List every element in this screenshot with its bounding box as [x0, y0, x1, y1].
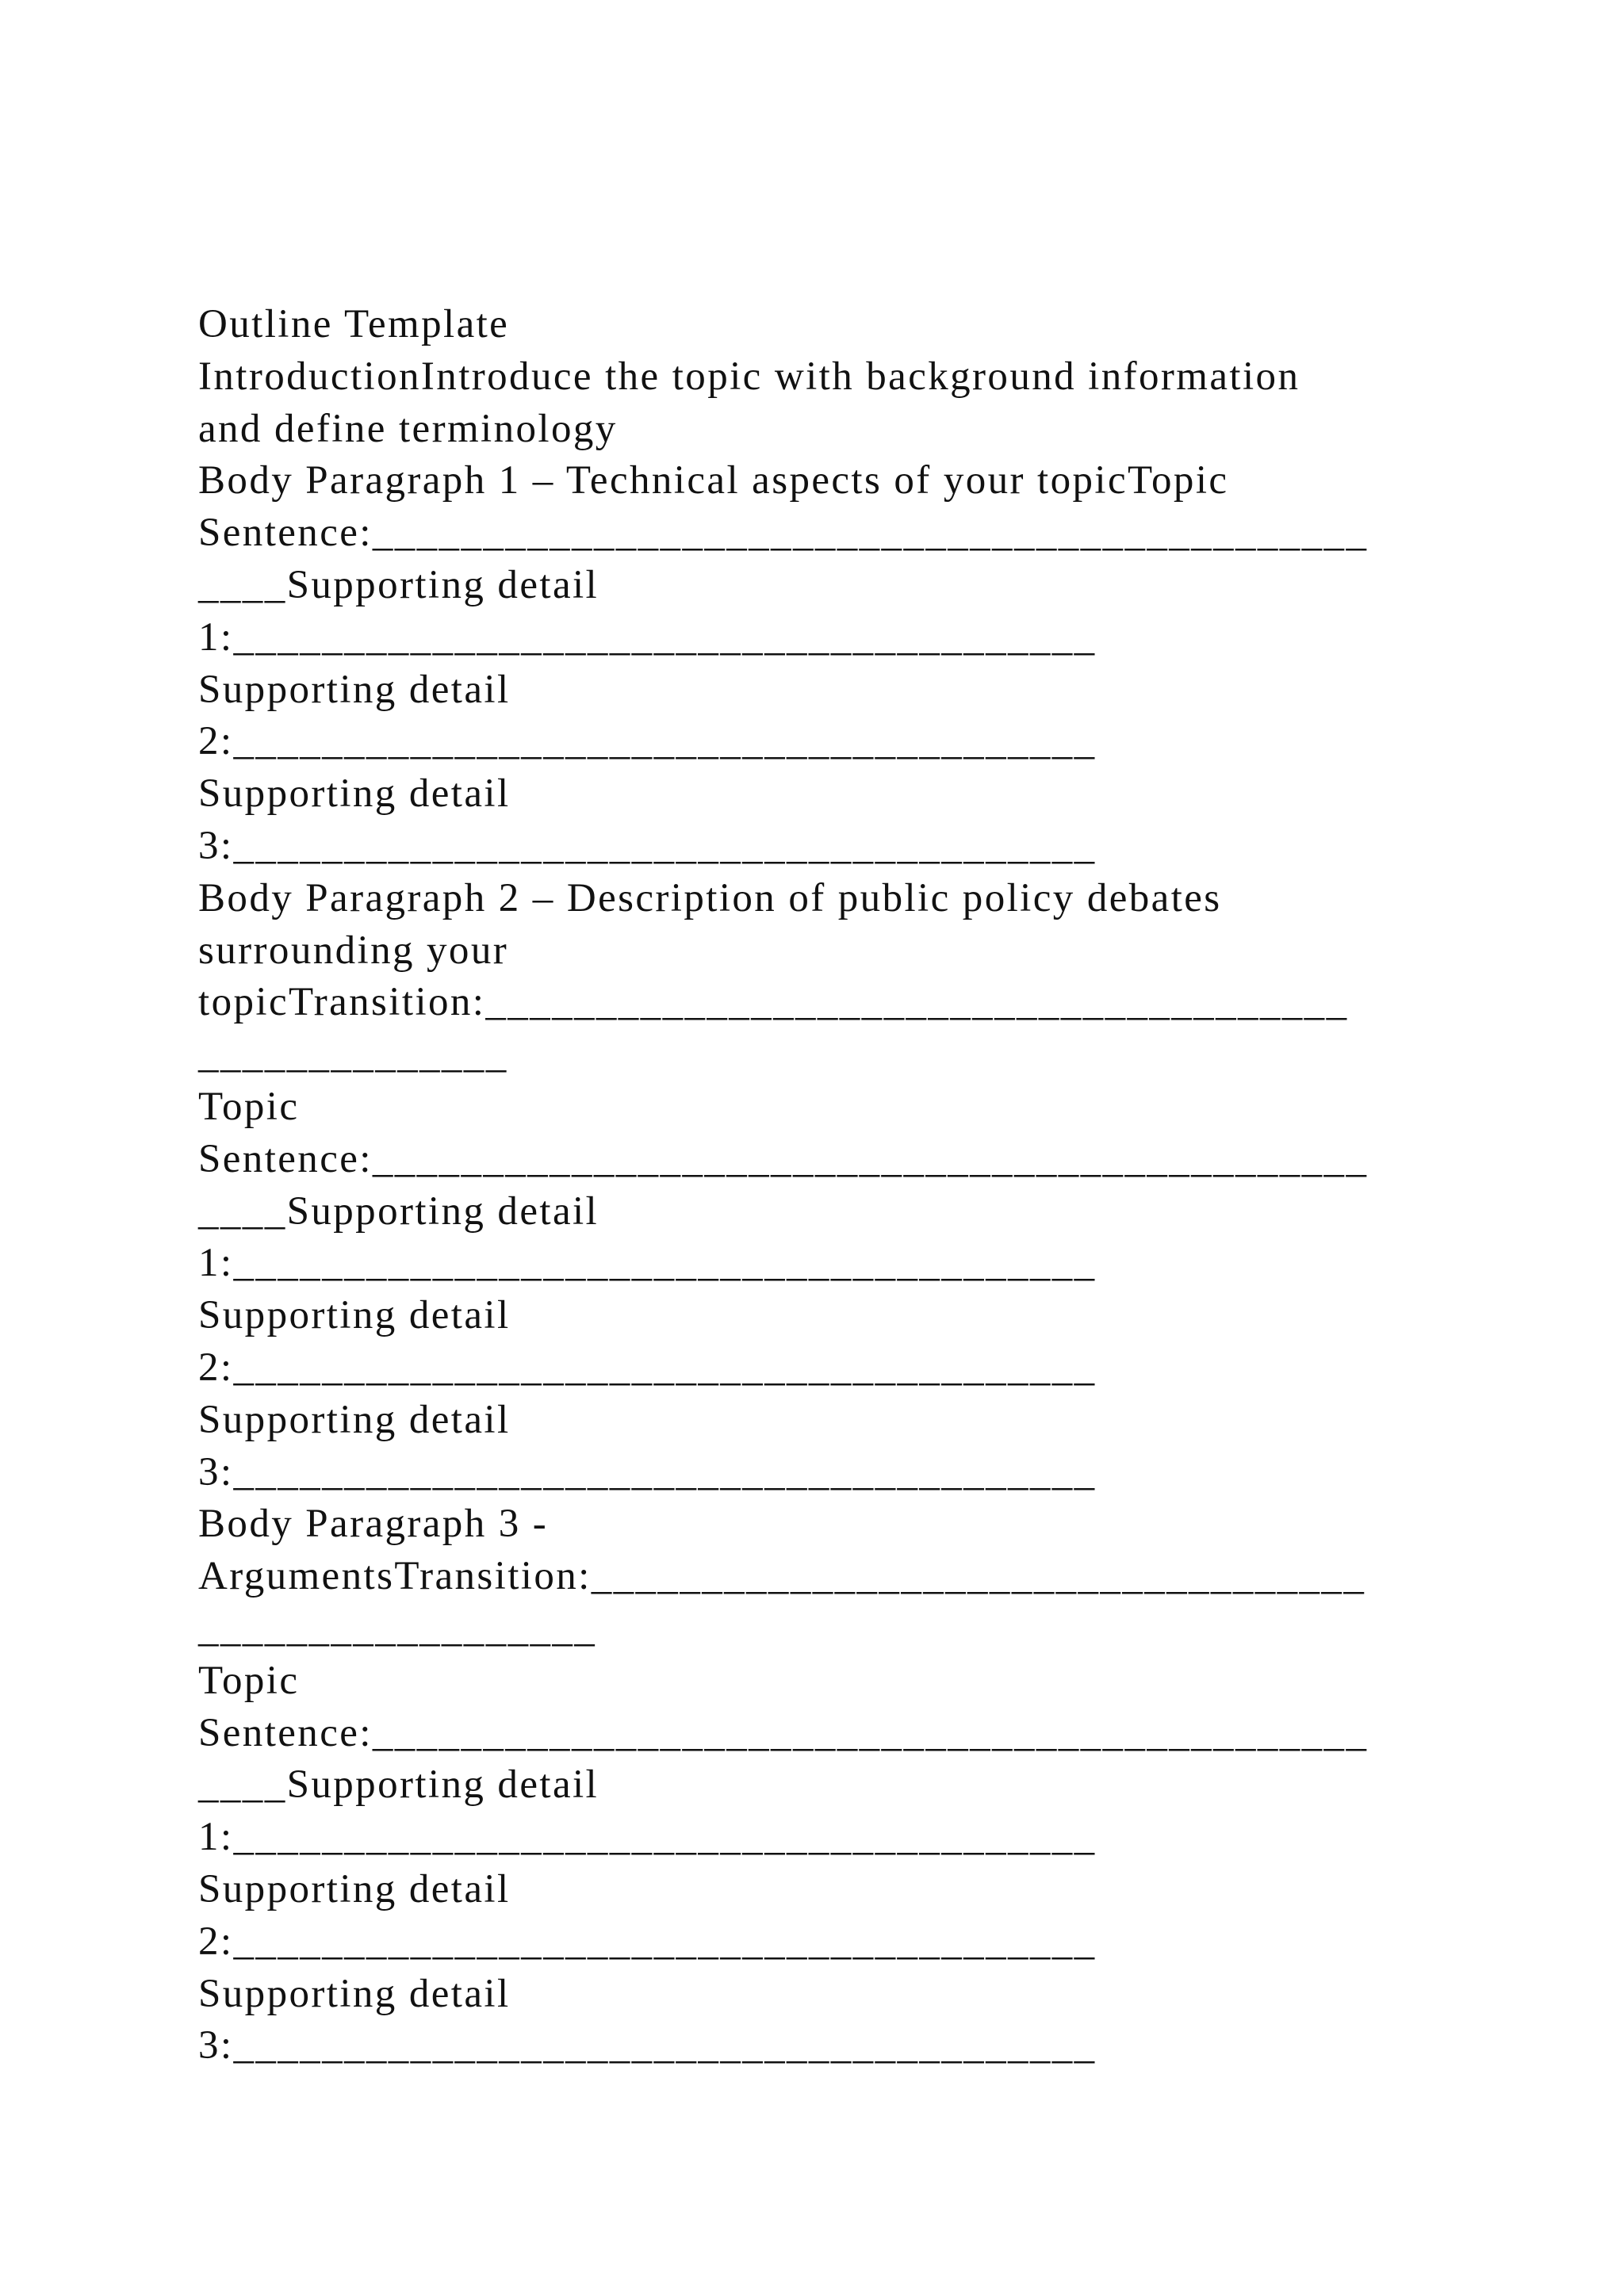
- supporting-detail-3-blank: 3:_______________________________________: [198, 1449, 1097, 1494]
- supporting-detail-3-blank: 3:_______________________________________: [198, 823, 1097, 868]
- introduction-line: IntroductionIntroduce the topic with background information: [198, 354, 1300, 399]
- supporting-detail-label: ____Supporting detail: [198, 1762, 599, 1808]
- supporting-detail-label: Supporting detail: [198, 1971, 511, 2016]
- supporting-detail-3-blank: 3:_______________________________________: [198, 2023, 1097, 2068]
- transition-blank: ArgumentsTransition:___________________________________: [198, 1554, 1366, 1599]
- supporting-detail-label: Supporting detail: [198, 667, 511, 712]
- transition-blank-continued: ______________: [198, 1032, 508, 1077]
- outline-text: [198, 299, 1499, 2072]
- topic-sentence-blank: Sentence:_____________________________________________: [198, 511, 1369, 556]
- supporting-detail-1-blank: 1:_______________________________________: [198, 1241, 1097, 1286]
- body-paragraph-3-heading: Body Paragraph 3 -: [198, 1502, 549, 1547]
- supporting-detail-label: ____Supporting detail: [198, 1188, 599, 1234]
- body-paragraph-2-heading: Body Paragraph 2 – Description of public policy debates: [198, 875, 1222, 920]
- transition-blank: topicTransition:_______________________________________: [198, 980, 1349, 1025]
- supporting-detail-label: Supporting detail: [198, 1293, 511, 1338]
- document-title: Outline Template: [198, 302, 510, 346]
- supporting-detail-label: Supporting detail: [198, 771, 511, 817]
- topic-label: Topic: [198, 1084, 300, 1129]
- supporting-detail-2-blank: 2:_______________________________________: [198, 719, 1097, 764]
- supporting-detail-1-blank: 1:_______________________________________: [198, 614, 1097, 660]
- topic-sentence-blank: Sentence:_____________________________________________: [198, 1710, 1369, 1755]
- supporting-detail-1-blank: 1:_______________________________________: [198, 1815, 1097, 1860]
- supporting-detail-label: ____Supporting detail: [198, 562, 599, 607]
- body-paragraph-2-heading-continued: surrounding your: [198, 928, 509, 973]
- transition-blank-continued: __________________: [198, 1605, 597, 1651]
- supporting-detail-label: Supporting detail: [198, 1397, 511, 1442]
- topic-sentence-blank: Sentence:_____________________________________________: [198, 1136, 1369, 1181]
- introduction-line-continued: and define terminology: [198, 406, 618, 451]
- topic-label: Topic: [198, 1658, 300, 1703]
- body-paragraph-1-heading: Body Paragraph 1 – Technical aspects of your topicTopic: [198, 458, 1229, 503]
- supporting-detail-2-blank: 2:_______________________________________: [198, 1345, 1097, 1390]
- supporting-detail-2-blank: 2:_______________________________________: [198, 1919, 1097, 1964]
- supporting-detail-label: Supporting detail: [198, 1866, 511, 1911]
